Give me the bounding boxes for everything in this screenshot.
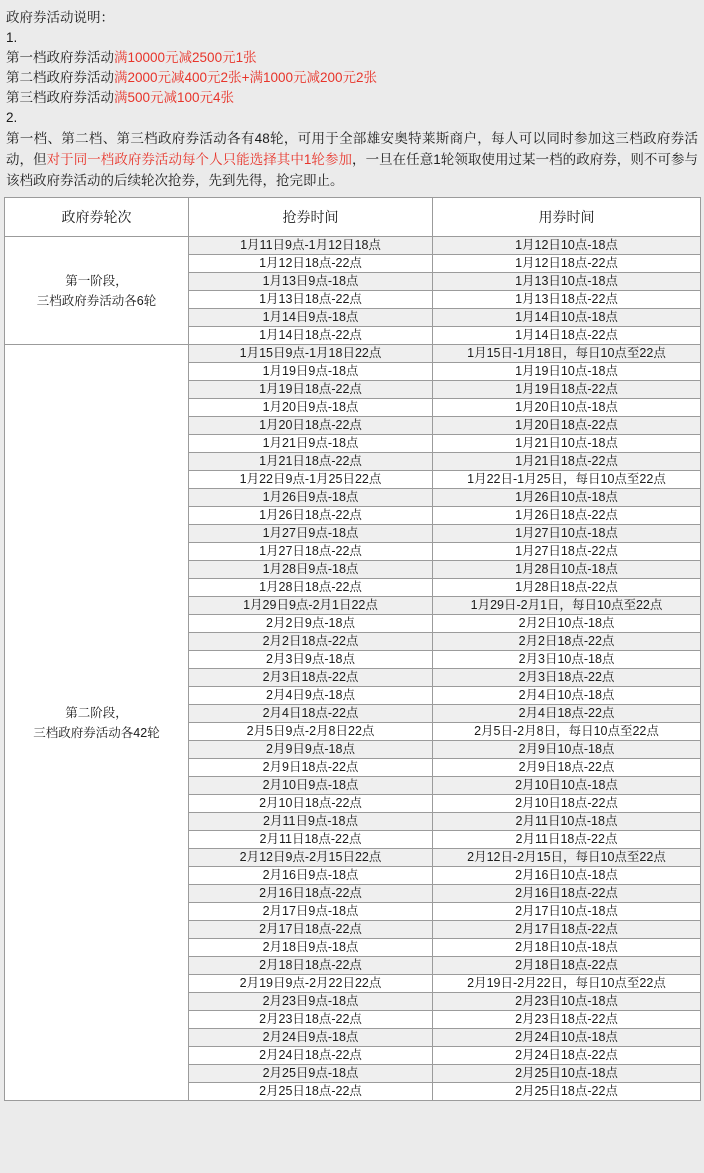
header-round: 政府券轮次: [5, 198, 189, 237]
tier2-line: [6, 68, 698, 88]
use-time-cell: 2月18日18点-22点: [433, 957, 701, 975]
grab-time-cell: 2月16日9点-18点: [189, 867, 433, 885]
grab-time-cell: 2月3日18点-22点: [189, 669, 433, 687]
intro-section: [4, 6, 700, 191]
use-time-cell: 2月10日10点-18点: [433, 777, 701, 795]
intro-item2-part-a: 第一档、第二档、第三档政府券活动各有48轮，可用于全部雄安奥特莱斯商户，每人可以同时参加这三档政府券活动，但: [6, 131, 698, 167]
use-time-cell: 1月20日18点-22点: [433, 417, 701, 435]
use-time-cell: 2月18日10点-18点: [433, 939, 701, 957]
use-time-cell: 2月17日18点-22点: [433, 921, 701, 939]
grab-time-cell: 2月9日9点-18点: [189, 741, 433, 759]
grab-time-cell: 1月14日18点-22点: [189, 327, 433, 345]
use-time-cell: 1月27日10点-18点: [433, 525, 701, 543]
use-time-cell: 2月4日10点-18点: [433, 687, 701, 705]
grab-time-cell: 1月13日9点-18点: [189, 273, 433, 291]
use-time-cell: 1月14日18点-22点: [433, 327, 701, 345]
use-time-cell: 2月25日10点-18点: [433, 1065, 701, 1083]
use-time-cell: 1月12日10点-18点: [433, 237, 701, 255]
grab-time-cell: 2月23日9点-18点: [189, 993, 433, 1011]
grab-time-cell: 2月11日18点-22点: [189, 831, 433, 849]
grab-time-cell: 1月15日9点-1月18日22点: [189, 345, 433, 363]
grab-time-cell: 1月21日18点-22点: [189, 453, 433, 471]
grab-time-cell: 1月21日9点-18点: [189, 435, 433, 453]
use-time-cell: 2月2日18点-22点: [433, 633, 701, 651]
grab-time-cell: 1月12日18点-22点: [189, 255, 433, 273]
schedule-table: [4, 197, 701, 1101]
grab-time-cell: 2月17日9点-18点: [189, 903, 433, 921]
use-time-cell: 1月21日10点-18点: [433, 435, 701, 453]
use-time-cell: 2月4日18点-22点: [433, 705, 701, 723]
grab-time-cell: 2月18日9点-18点: [189, 939, 433, 957]
use-time-cell: 2月24日10点-18点: [433, 1029, 701, 1047]
grab-time-cell: 1月20日9点-18点: [189, 399, 433, 417]
grab-time-cell: 2月10日9点-18点: [189, 777, 433, 795]
use-time-cell: 2月9日10点-18点: [433, 741, 701, 759]
grab-time-cell: 1月29日9点-2月1日22点: [189, 597, 433, 615]
intro-title: 政府券活动说明：: [6, 10, 114, 25]
use-time-cell: 1月13日10点-18点: [433, 273, 701, 291]
grab-time-cell: 2月23日18点-22点: [189, 1011, 433, 1029]
use-time-cell: 1月19日10点-18点: [433, 363, 701, 381]
use-time-cell: 2月17日10点-18点: [433, 903, 701, 921]
use-time-cell: 2月3日10点-18点: [433, 651, 701, 669]
grab-time-cell: 2月10日18点-22点: [189, 795, 433, 813]
tier3-offer: 满500元减100元4张: [114, 90, 235, 105]
use-time-cell: 1月28日10点-18点: [433, 561, 701, 579]
use-time-cell: 1月22日-1月25日，每日10点至22点: [433, 471, 701, 489]
use-time-cell: 1月29日-2月1日，每日10点至22点: [433, 597, 701, 615]
grab-time-cell: 2月16日18点-22点: [189, 885, 433, 903]
tier2-offer: 满2000元减400元2张+满1000元减200元2张: [114, 70, 378, 85]
grab-time-cell: 2月4日18点-22点: [189, 705, 433, 723]
use-time-cell: 2月12日-2月15日，每日10点至22点: [433, 849, 701, 867]
use-time-cell: 1月14日10点-18点: [433, 309, 701, 327]
intro-item2-number: 2.: [6, 110, 18, 125]
stage-label-cell: 第一阶段， 三档政府券活动各6轮: [5, 237, 189, 345]
intro-item1-number: 1.: [6, 30, 18, 45]
use-time-cell: 1月28日18点-22点: [433, 579, 701, 597]
tier1-line: [6, 48, 698, 68]
grab-time-cell: 2月19日9点-2月22日22点: [189, 975, 433, 993]
intro-item2-body: [6, 128, 698, 191]
stage-label-cell: 第二阶段， 三档政府券活动各42轮: [5, 345, 189, 1101]
use-time-cell: 2月2日10点-18点: [433, 615, 701, 633]
grab-time-cell: 1月19日9点-18点: [189, 363, 433, 381]
use-time-cell: 1月27日18点-22点: [433, 543, 701, 561]
use-time-cell: 1月21日18点-22点: [433, 453, 701, 471]
use-time-cell: 1月20日10点-18点: [433, 399, 701, 417]
table-row: [5, 237, 701, 255]
use-time-cell: 2月9日18点-22点: [433, 759, 701, 777]
use-time-cell: 1月26日10点-18点: [433, 489, 701, 507]
grab-time-cell: 2月11日9点-18点: [189, 813, 433, 831]
grab-time-cell: 2月12日9点-2月15日22点: [189, 849, 433, 867]
use-time-cell: 2月10日18点-22点: [433, 795, 701, 813]
use-time-cell: 2月3日18点-22点: [433, 669, 701, 687]
header-grab-time: 抢券时间: [189, 198, 433, 237]
grab-time-cell: 1月28日18点-22点: [189, 579, 433, 597]
tier3-line: [6, 88, 698, 108]
grab-time-cell: 1月13日18点-22点: [189, 291, 433, 309]
grab-time-cell: 1月27日9点-18点: [189, 525, 433, 543]
header-use-time: 用券时间: [433, 198, 701, 237]
use-time-cell: 2月24日18点-22点: [433, 1047, 701, 1065]
table-row: [5, 345, 701, 363]
use-time-cell: 1月19日18点-22点: [433, 381, 701, 399]
grab-time-cell: 2月3日9点-18点: [189, 651, 433, 669]
grab-time-cell: 1月26日18点-22点: [189, 507, 433, 525]
grab-time-cell: 2月9日18点-22点: [189, 759, 433, 777]
use-time-cell: 1月26日18点-22点: [433, 507, 701, 525]
grab-time-cell: 2月4日9点-18点: [189, 687, 433, 705]
use-time-cell: 2月16日18点-22点: [433, 885, 701, 903]
grab-time-cell: 1月28日9点-18点: [189, 561, 433, 579]
grab-time-cell: 1月26日9点-18点: [189, 489, 433, 507]
grab-time-cell: 1月19日18点-22点: [189, 381, 433, 399]
grab-time-cell: 2月25日18点-22点: [189, 1083, 433, 1101]
tier1-offer: 满10000元减2500元1张: [114, 50, 257, 65]
use-time-cell: 2月11日18点-22点: [433, 831, 701, 849]
use-time-cell: 1月12日18点-22点: [433, 255, 701, 273]
use-time-cell: 1月15日-1月18日，每日10点至22点: [433, 345, 701, 363]
grab-time-cell: 1月14日9点-18点: [189, 309, 433, 327]
use-time-cell: 2月23日18点-22点: [433, 1011, 701, 1029]
grab-time-cell: 2月2日9点-18点: [189, 615, 433, 633]
use-time-cell: 2月23日10点-18点: [433, 993, 701, 1011]
use-time-cell: 2月11日10点-18点: [433, 813, 701, 831]
grab-time-cell: 2月18日18点-22点: [189, 957, 433, 975]
grab-time-cell: 2月5日9点-2月8日22点: [189, 723, 433, 741]
tier1-prefix: 第一档政府券活动: [6, 50, 114, 65]
grab-time-cell: 1月27日18点-22点: [189, 543, 433, 561]
intro-item2-highlight: 对于同一档政府券活动每个人只能选择其中1轮参加: [46, 152, 353, 167]
grab-time-cell: 2月24日9点-18点: [189, 1029, 433, 1047]
intro-item2-part-b: ，一旦在任意1轮领取使用过某一档的政府券，则不可参与该档政府券活动的后续轮次抢券，先到先得，抢完即止。: [6, 152, 699, 188]
table-header-row: [5, 198, 701, 237]
use-time-cell: 2月5日-2月8日，每日10点至22点: [433, 723, 701, 741]
grab-time-cell: 1月20日18点-22点: [189, 417, 433, 435]
tier3-prefix: 第三档政府券活动: [6, 90, 114, 105]
use-time-cell: 2月19日-2月22日，每日10点至22点: [433, 975, 701, 993]
use-time-cell: 1月13日18点-22点: [433, 291, 701, 309]
use-time-cell: 2月25日18点-22点: [433, 1083, 701, 1101]
grab-time-cell: 2月25日9点-18点: [189, 1065, 433, 1083]
grab-time-cell: 1月11日9点-1月12日18点: [189, 237, 433, 255]
schedule-table-body: [5, 237, 701, 1101]
grab-time-cell: 2月24日18点-22点: [189, 1047, 433, 1065]
tier2-prefix: 第二档政府券活动: [6, 70, 114, 85]
use-time-cell: 2月16日10点-18点: [433, 867, 701, 885]
grab-time-cell: 1月22日9点-1月25日22点: [189, 471, 433, 489]
grab-time-cell: 2月17日18点-22点: [189, 921, 433, 939]
grab-time-cell: 2月2日18点-22点: [189, 633, 433, 651]
